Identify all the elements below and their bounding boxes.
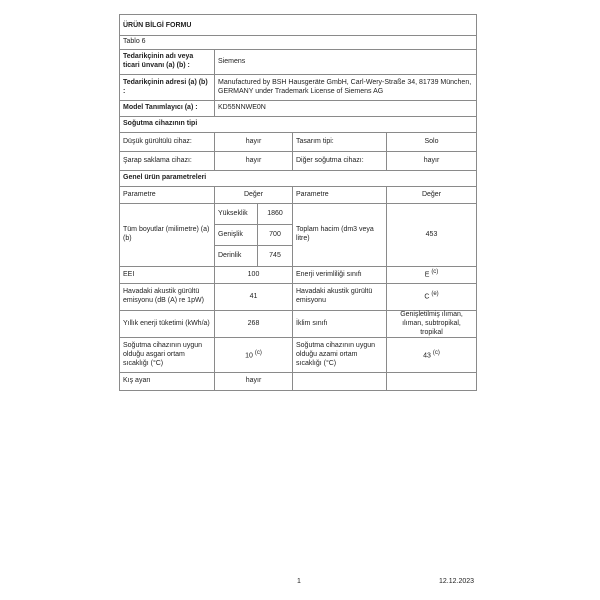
noise-class-label: Havadaki akustik gürültü emisyonu — [293, 284, 387, 311]
width-value: 700 — [258, 225, 293, 246]
empty-cell-1 — [293, 373, 387, 391]
eei-label: EEI — [120, 267, 215, 284]
energy-class-label: Enerji verimliliği sınıfı — [293, 267, 387, 284]
total-volume-label: Toplam hacim (dm3 veya litre) — [293, 204, 387, 267]
wine-storage-label: Şarap saklama cihazı: — [120, 152, 215, 171]
footer-date: 12.12.2023 — [439, 578, 475, 585]
dimensions-label: Tüm boyutlar (milimetre) (a) (b) — [120, 204, 215, 267]
noise-emission-label: Havadaki akustik gürültü emisyonu (dB (A) re 1pW) — [120, 284, 215, 311]
winter-setting-value: hayır — [215, 373, 293, 391]
noise-emission-value: 41 — [215, 284, 293, 311]
cooling-type-header: Soğutma cihazının tipi — [120, 117, 477, 133]
model-label: Model Tanımlayıcı (a) : — [120, 101, 215, 117]
height-label: Yükseklik — [215, 204, 258, 225]
supplier-address-value: Manufactured by BSH Hausgeräte GmbH, Carl-Wery-Straße 34, 81739 München, GERMANY under Trademark License of Siemens AG — [215, 75, 477, 101]
climate-class-value: Genişletilmiş ılıman, ılıman, subtropikal, tropikal — [387, 311, 477, 338]
height-value: 1860 — [258, 204, 293, 225]
col-header-value-1: Değer — [215, 187, 293, 204]
noise-class-value: C — [424, 293, 430, 301]
depth-label: Derinlik — [218, 251, 242, 259]
dimensions-subtable — [215, 204, 293, 267]
page-number: 1 — [297, 578, 301, 585]
table-number: Tablo 6 — [120, 36, 477, 50]
col-header-value-2: Değer — [387, 187, 477, 204]
empty-cell-2 — [387, 373, 477, 391]
min-temp-cell — [215, 338, 293, 373]
energy-class-note: (c) — [431, 269, 439, 276]
depth-value: 745 — [258, 246, 293, 267]
supplier-name-value: Siemens — [215, 50, 477, 75]
low-noise-label: Düşük gürültülü cihaz: — [120, 133, 215, 152]
min-temp-value: 10 — [245, 352, 253, 360]
min-temp-note: (c) — [254, 349, 262, 356]
max-temp-value: 43 — [423, 352, 431, 360]
max-temp-cell — [387, 338, 477, 373]
climate-class-label: İklim sınıfı — [293, 311, 387, 338]
supplier-name-label: Tedarikçinin adı veya ticari ünvanı (a) (b) : — [120, 50, 215, 75]
design-type-label: Tasarım tipi: — [293, 133, 387, 152]
model-value: KD55NNWE0N — [215, 101, 477, 117]
max-temp-label: Soğutma cihazının uygun olduğu azami ortam sıcaklığı (°C) — [293, 338, 387, 373]
product-info-table — [119, 14, 477, 391]
width-label: Genişlik — [215, 225, 258, 246]
max-temp-note: (c) — [432, 349, 440, 356]
energy-class-value: E — [424, 271, 430, 279]
annual-energy-label: Yıllık enerji tüketimi (kWh/a) — [120, 311, 215, 338]
col-header-param-2: Parametre — [293, 187, 387, 204]
general-params-header: Genel ürün parametreleri — [120, 171, 477, 187]
annual-energy-value: 268 — [215, 311, 293, 338]
design-type-value: Solo — [387, 133, 477, 152]
low-noise-value: hayır — [215, 133, 293, 152]
supplier-address-label: Tedarikçinin adresi (a) (b) : — [120, 75, 215, 101]
eei-value: 100 — [215, 267, 293, 284]
min-temp-label: Soğutma cihazının uygun olduğu asgari ortam sıcaklığı (°C) — [120, 338, 215, 373]
other-cooling-value: hayır — [387, 152, 477, 171]
col-header-param-1: Parametre — [120, 187, 215, 204]
form-title: ÜRÜN BİLGİ FORMU — [120, 15, 477, 36]
noise-class-note: (e) — [431, 291, 439, 298]
total-volume-value: 453 — [387, 204, 477, 267]
winter-setting-label: Kış ayarı — [120, 373, 215, 391]
wine-storage-value: hayır — [215, 152, 293, 171]
other-cooling-label: Diğer soğutma cihazı: — [293, 152, 387, 171]
energy-class-cell — [387, 267, 477, 284]
noise-class-cell — [387, 284, 477, 311]
